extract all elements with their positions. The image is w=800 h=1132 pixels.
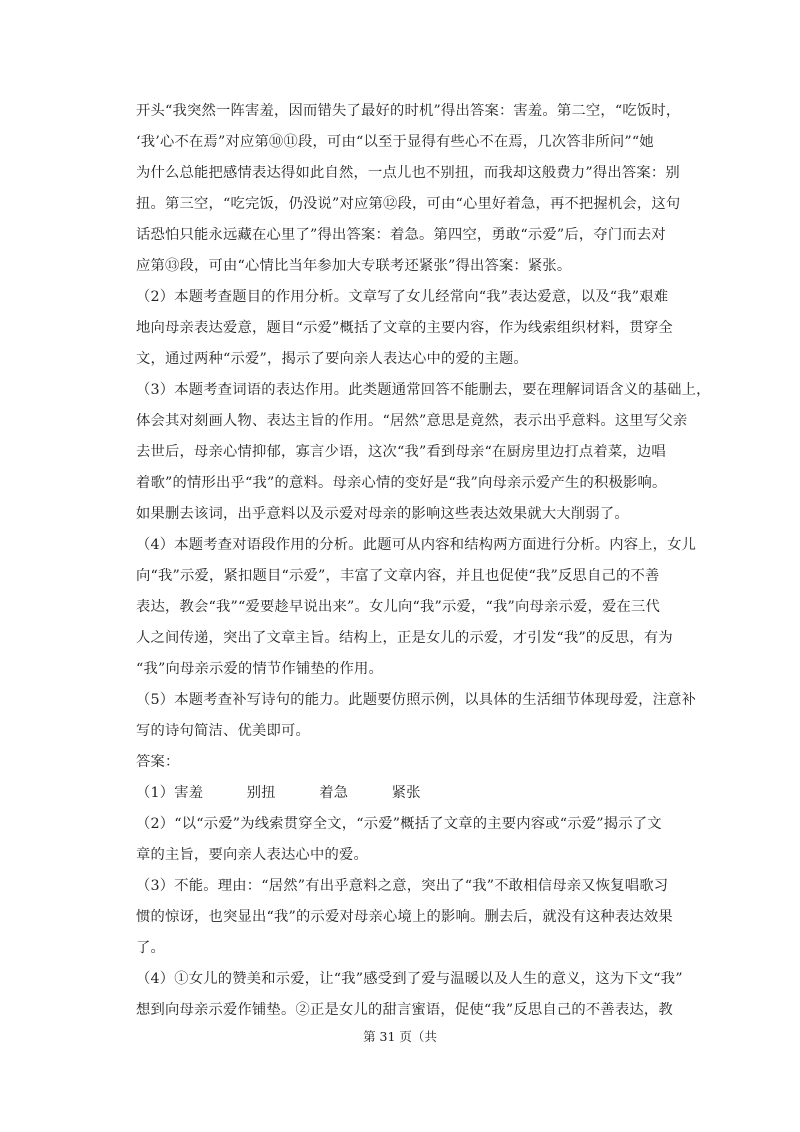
answer-analysis-text [136,96,711,1026]
text-line: 向“我”示爱，紧扣题目“示爱”，丰富了文章内容，并且也促使“我”反思自己的不善 [136,568,660,584]
text-line: （5）本题考查补写诗句的能力。此题要仿照示例，以具体的生活细节体现母爱，注意补 [136,692,697,708]
text-line: （4）①女儿的赞美和示爱，让“我”感受到了爱与温暖以及人生的意义，这为下文“我” [136,971,683,987]
text-line: 开头“我突然一阵害羞，因而错失了最好的时机”得出答案：害羞。第二空，“吃饭时， [136,103,681,119]
text-line: 表达，教会“我”“爱要趁早说出来”。女儿向“我”示爱，“我”向母亲示爱，爱在三代 [136,599,660,615]
page-number-footer: 第 31 页（共 [363,1029,437,1044]
text-line: （2）“以“示爱”为线索贯穿全文，“示爱”概括了文章的主要内容或“示爱”揭示了文 [136,816,662,832]
text-line: 章的主旨，要向亲人表达心中的爱。 [136,847,368,863]
text-line: （2）本题考查题目的作用分析。文章写了女儿经常向“我”表达爱意，以及“我”艰难 [136,289,669,305]
text-line: 惯的惊讶，也突显出“我”的示爱对母亲心境上的影响。删去后，就没有这种表达效果 [136,909,673,925]
text-line: （3）本题考查词语的表达作用。此类题通常回答不能删去，要在理解词语含义的基础上， [136,382,711,398]
text-line: 为什么总能把感情表达得如此自然，一点儿也不别扭，而我却这般费力”得出答案：别 [136,165,680,181]
text-line: （4）本题考查对语段作用的分析。此题可从内容和结构两方面进行分析。内容上，女儿 [136,537,697,553]
text-line: （3）不能。理由：“居然”有出乎意料之意，突出了“我”不敢相信母亲又恢复唱歌习 [136,878,669,894]
text-line: 着歌”的情形出乎“我”的意料。母亲心情的变好是“我”向母亲示爱产生的积极影响。 [136,475,667,491]
text-line: 地向母亲表达爱意，题目“示爱”概括了文章的主要内容，作为线索组织材料，贯穿全 [136,320,673,336]
text-line: 写的诗句简洁、优美即可。 [136,723,310,739]
text-line: 去世后，母亲心情抑郁，寡言少语，这次“我”看到母亲“在厨房里边打点着菜，边唱 [136,444,666,460]
answer-heading: 答案： [136,754,180,770]
text-line: ‘我’心不在焉”对应第⑩⑪段，可由“以至于显得有些心不在焉，几次答非所问”“她 [136,134,654,150]
text-line: 人之间传递，突出了文章主旨。结构上，正是女儿的示爱，才引发“我”的反思，有为 [136,630,673,646]
text-line: 如果删去该词，出乎意料以及示爱对母亲的影响这些表达效果就大大削弱了。 [136,506,629,522]
text-line: 话恐怕只能永远藏在心里了”得出答案：着急。第四空，勇敢“示爱”后，夺门而去对 [136,227,666,243]
text-line: 应第⑬段，可由“心情比当年参加大专联考还紧张”得出答案：紧张。 [136,258,572,274]
text-line: 想到向母亲示爱作铺垫。②正是女儿的甜言蜜语，促使“我”反思自己的不善表达，教 [136,1002,673,1018]
text-line: 体会其对刻画人物、表达主旨的作用。“居然”意思是竟然，表示出乎意料。这里写父亲 [136,413,688,429]
text-line: 扭。第三空，“吃完饭，仍没说”对应第⑫段，可由“心里好着急，再不把握机会，这句 [136,196,681,212]
text-line: 文，通过两种“示爱”，揭示了要向亲人表达心中的爱的主题。 [136,351,528,367]
text-line: 了。 [136,940,165,956]
text-line: （1）害羞 别扭 着急 紧张 [136,785,421,801]
text-line: “我”向母亲示爱的情节作铺垫的作用。 [136,661,383,677]
